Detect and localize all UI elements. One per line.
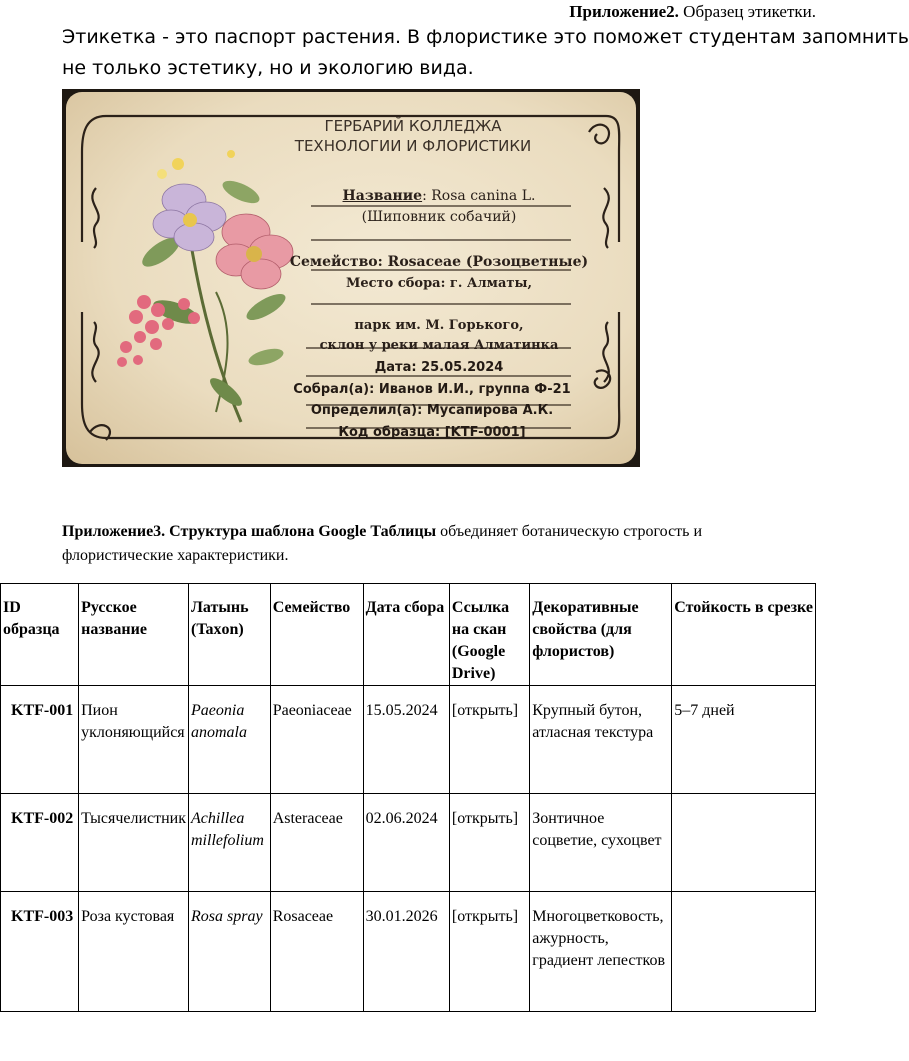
header-latin: Латынь (Taxon) (189, 584, 271, 686)
cell-decorative: Зонтичное соцветие, сухоцвет (530, 794, 672, 892)
cell-decorative: Крупный бутон, атласная текстура (530, 686, 672, 794)
header-scan-link: Ссылка на скан (Google Drive) (449, 584, 529, 686)
table-row (1, 892, 816, 1012)
label-date: Дата: 25.05.2024 (374, 360, 504, 375)
label-name-ru: (Шиповник собачий) (361, 209, 517, 225)
cell-russian-name: Пион уклоняющийся (79, 686, 189, 794)
label-place: Место сбора: г. Алматы, (345, 276, 533, 291)
appendix2-number: Приложение2. (569, 2, 679, 21)
label-title-line-1: ГЕРБАРИЙ КОЛЛЕДЖА (324, 117, 502, 135)
label-name-caption: Название (342, 188, 423, 204)
header-family: Семейство (270, 584, 363, 686)
label-name-value: : Rosa canina L. (422, 188, 536, 204)
header-decorative: Декоративные свойства (для флористов) (530, 584, 672, 686)
cell-date: 30.01.2026 (363, 892, 449, 1012)
cell-russian-name: Тысячелистник (79, 794, 189, 892)
google-sheet-template-table (0, 583, 816, 1012)
appendix2-heading (396, 2, 816, 22)
cell-date: 15.05.2024 (363, 686, 449, 794)
intro-line-2: не только эстетику, но и экологию вида. (62, 57, 474, 79)
cell-latin: Rosa spray (189, 892, 271, 1012)
header-russian-name: Русское название (79, 584, 189, 686)
cell-scan-link[interactable]: [открыть] (449, 892, 529, 1012)
cell-id: KTF-001 (1, 686, 79, 794)
header-date: Дата сбора (363, 584, 449, 686)
intro-line-1: Этикетка - это паспорт растения. В флористике это поможет студентам запомнить (62, 26, 909, 48)
cell-family: Rosaceae (270, 892, 363, 1012)
cell-date: 02.06.2024 (363, 794, 449, 892)
label-title (288, 116, 538, 156)
label-title-line-2: ТЕХНОЛОГИИ И ФЛОРИСТИКИ (294, 137, 532, 155)
cell-durability (672, 794, 816, 892)
label-collected: Собрал(а): Иванов И.И., группа Ф-21 (293, 382, 571, 397)
header-id: ID образца (1, 584, 79, 686)
appendix3-heading: Приложение3. Структура шаблона Google Таблицы (62, 523, 437, 540)
cell-family: Asteraceae (270, 794, 363, 892)
table-row (1, 794, 816, 892)
appendix3-line-2: флористические характеристики. (62, 547, 289, 564)
cell-scan-link[interactable]: [открыть] (449, 686, 529, 794)
cell-durability (672, 892, 816, 1012)
label-code: Код образца: [KTF-0001] (338, 425, 526, 440)
label-identified: Определил(а): Мусапирова А.К. (310, 403, 554, 418)
header-durability: Стойкость в срезке (672, 584, 816, 686)
intro-paragraph (62, 22, 909, 84)
appendix3-text: объединяет ботаническую строгость и (436, 523, 703, 540)
label-park: парк им. М. Горького, (354, 318, 524, 333)
table-row (1, 686, 816, 794)
label-name (294, 188, 584, 204)
table-header-row (1, 584, 816, 686)
cell-family: Paeoniaceae (270, 686, 363, 794)
label-paper (66, 92, 636, 464)
label-family: Семейство: Rosaceae (Розоцветные) (289, 254, 589, 270)
cell-scan-link[interactable]: [открыть] (449, 794, 529, 892)
appendix2-caption: Образец этикетки. (678, 2, 816, 21)
cell-id: KTF-003 (1, 892, 79, 1012)
label-slope: склон у реки малая Алматинка (319, 338, 559, 353)
cell-latin: Paeonia anomala (189, 686, 271, 794)
cell-id: KTF-002 (1, 794, 79, 892)
cell-russian-name: Роза кустовая (79, 892, 189, 1012)
herbarium-label-image (62, 89, 640, 467)
cell-durability: 5–7 дней (672, 686, 816, 794)
cell-latin: Achillea millefolium (189, 794, 271, 892)
cell-decorative: Многоцветковость, ажурность, градиент лепестков (530, 892, 672, 1012)
appendix3-paragraph (62, 520, 822, 568)
